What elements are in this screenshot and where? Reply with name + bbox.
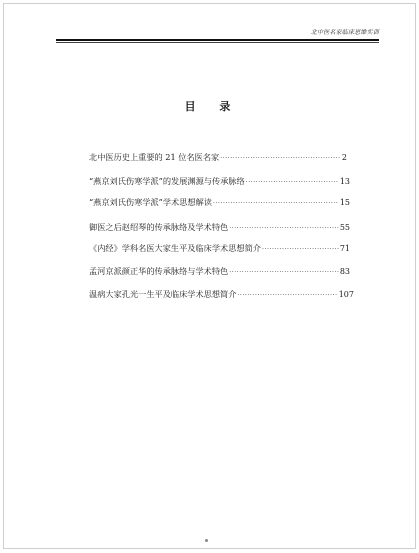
toc-entry-page: 71	[339, 244, 350, 253]
toc-entry[interactable]	[89, 176, 350, 189]
toc-leader-dots	[229, 225, 339, 232]
toc-entry[interactable]	[89, 243, 350, 256]
toc-entry[interactable]	[89, 266, 350, 279]
toc-entry-title: 孟河京派颜正华的传承脉络与学术特色	[89, 266, 229, 276]
toc-entry[interactable]	[89, 289, 354, 302]
toc-entry-title: “燕京刘氏伤寒学派”学术思想解读	[89, 197, 212, 207]
toc-leader-dots	[213, 200, 339, 207]
header-rule	[56, 39, 379, 41]
toc-leader-dots	[220, 155, 341, 162]
toc-leader-dots	[229, 269, 339, 276]
toc-entry-page: 15	[339, 198, 350, 207]
toc-entry-title: 御医之后赵绍琴的传承脉络及学术特色	[89, 222, 229, 232]
toc-leader-dots	[262, 246, 339, 253]
toc-entry[interactable]	[89, 152, 347, 165]
toc-entry[interactable]	[89, 197, 350, 210]
running-header: 北中医名家临床思维实训	[310, 29, 379, 36]
toc-entry[interactable]	[89, 222, 350, 235]
toc-leader-dots	[237, 292, 337, 299]
toc-entry-page: 107	[338, 290, 354, 299]
toc-entry-title: 《内经》学科名医大家生平及临床学术思想简介	[89, 243, 261, 253]
toc-entry-title: “燕京刘氏伤寒学派”的发展渊源与传承脉络	[89, 176, 245, 186]
toc-entry-title: 温病大家孔光一生平及临床学术思想简介	[89, 289, 237, 299]
toc-entry-page: 83	[339, 267, 350, 276]
page-mark	[205, 539, 208, 542]
toc-leader-dots	[246, 179, 339, 186]
toc-title: 目 录	[184, 100, 241, 113]
toc-entry-page: 55	[339, 223, 350, 232]
toc-entry-page: 2	[341, 153, 347, 162]
header-rule-thin	[56, 42, 379, 43]
toc-entry-title: 北中医历史上重要的 21 位名医名家	[89, 152, 220, 162]
toc-entry-page: 13	[339, 177, 350, 186]
